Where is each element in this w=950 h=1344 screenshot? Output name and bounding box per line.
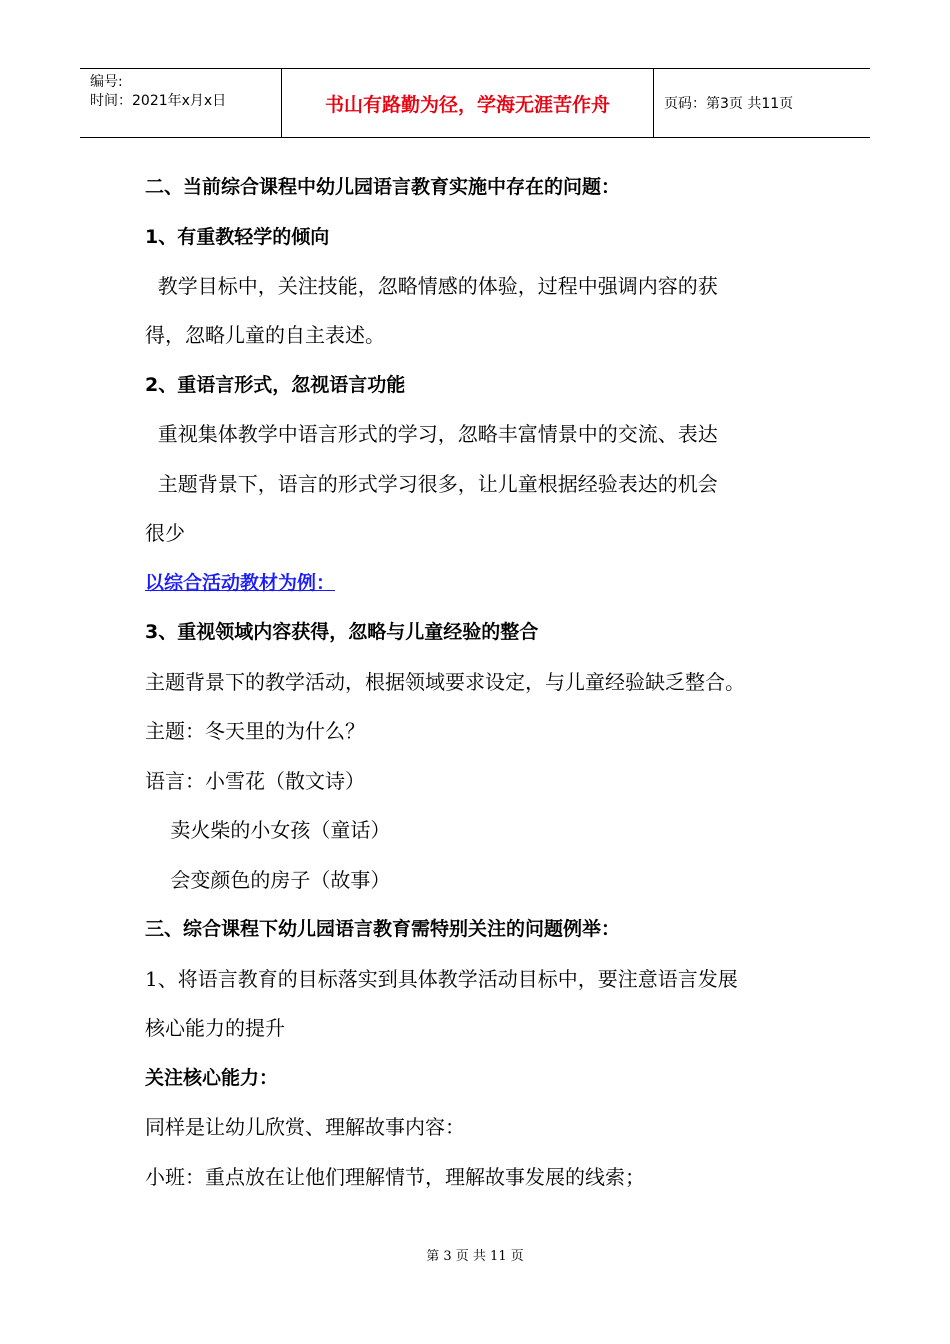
- subheading-core-ability: 关注核心能力：: [145, 1067, 279, 1089]
- example-link[interactable]: 以综合活动教材为例：: [145, 572, 336, 594]
- paragraph-line: 教学目标中，关注技能，忽略情感的体验，过程中强调内容的获: [145, 274, 718, 298]
- subheading-2: 2、重语言形式，忽视语言功能: [145, 374, 406, 396]
- paragraph-line: 重视集体教学中语言形式的学习，忽略丰富情景中的交流、表达: [145, 422, 718, 446]
- paragraph-line: 核心能力的提升: [145, 1016, 285, 1040]
- paragraph-line: 主题：冬天里的为什么？: [145, 719, 365, 743]
- page-info: 页码：第3页 共11页: [664, 96, 794, 112]
- paragraph-line: 得，忽略儿童的自主表述。: [145, 323, 385, 347]
- paragraph-line: 会变颜色的房子（故事）: [145, 868, 391, 892]
- paragraph-line: 很少: [145, 521, 185, 545]
- paragraph-line: 主题背景下，语言的形式学习很多，让儿童根据经验表达的机会: [145, 472, 718, 496]
- subheading-3: 3、重视领域内容获得，忽略与儿童经验的整合: [145, 621, 539, 643]
- page-header: [80, 68, 870, 138]
- number-label: 编号:: [90, 74, 123, 90]
- paragraph-line: 语言：小雪花（散文诗）: [145, 769, 365, 793]
- paragraph-line: 主题背景下的教学活动，根据领域要求设定，与儿童经验缺乏整合。: [145, 670, 745, 694]
- section-heading-2: 二、当前综合课程中幼儿园语言教育实施中存在的问题：: [145, 176, 621, 198]
- paragraph-line: 小班：重点放在让他们理解情节，理解故事发展的线索；: [145, 1165, 645, 1189]
- section-heading-3: 三、综合课程下幼儿园语言教育需特别关注的问题例举：: [145, 918, 621, 940]
- paragraph-line: 同样是让幼儿欣赏、理解故事内容：: [145, 1115, 465, 1139]
- page-footer: 第 3 页 共 11 页: [426, 1249, 524, 1264]
- header-left-cell: [80, 69, 282, 137]
- subheading-1: 1、有重教轻学的倾向: [145, 226, 330, 248]
- paragraph-line: 1、将语言教育的目标落实到具体教学活动目标中，要注意语言发展: [145, 967, 738, 991]
- motto: 书山有路勤为径，学海无涯苦作舟: [282, 69, 654, 137]
- paragraph-line: 卖火柴的小女孩（童话）: [145, 818, 391, 842]
- time-label: 时间：2021年x月x日: [90, 93, 227, 109]
